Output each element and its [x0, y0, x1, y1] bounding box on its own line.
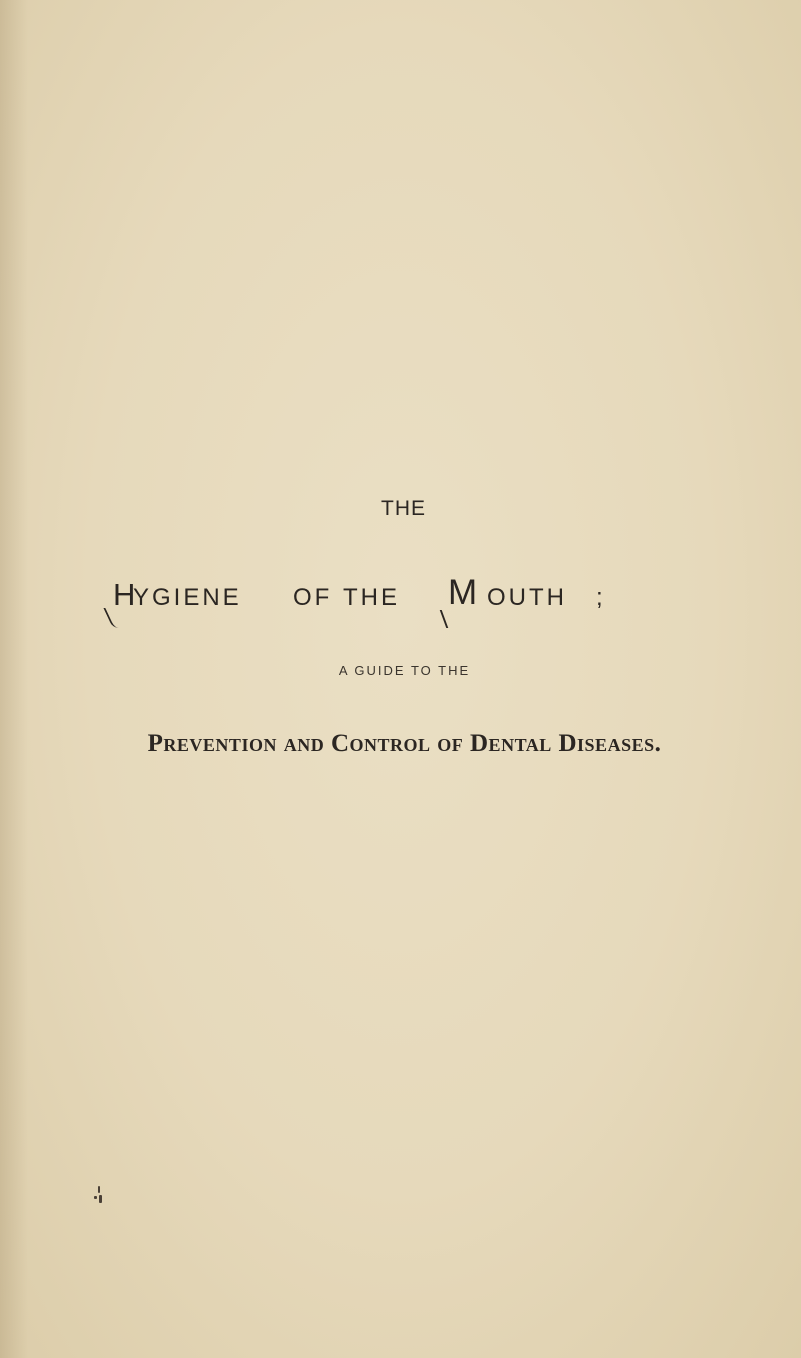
page-specks: [92, 1186, 106, 1206]
title-word-ygiene: YGIENE: [133, 584, 242, 611]
title-semicolon: ;: [596, 584, 606, 611]
title-word-the: THE: [343, 584, 400, 611]
title-initial-m: M: [448, 573, 481, 612]
guide-line: A GUIDE TO THE: [338, 663, 471, 678]
binding-shadow: [0, 0, 28, 1358]
title-initial-h: H: [113, 577, 139, 612]
title-word-of: OF: [293, 584, 333, 611]
title-word-outh: OUTH: [487, 584, 567, 611]
subtitle: Prevention and Control of Dental Diseases.: [147, 730, 662, 757]
title-article: THE: [381, 497, 426, 520]
